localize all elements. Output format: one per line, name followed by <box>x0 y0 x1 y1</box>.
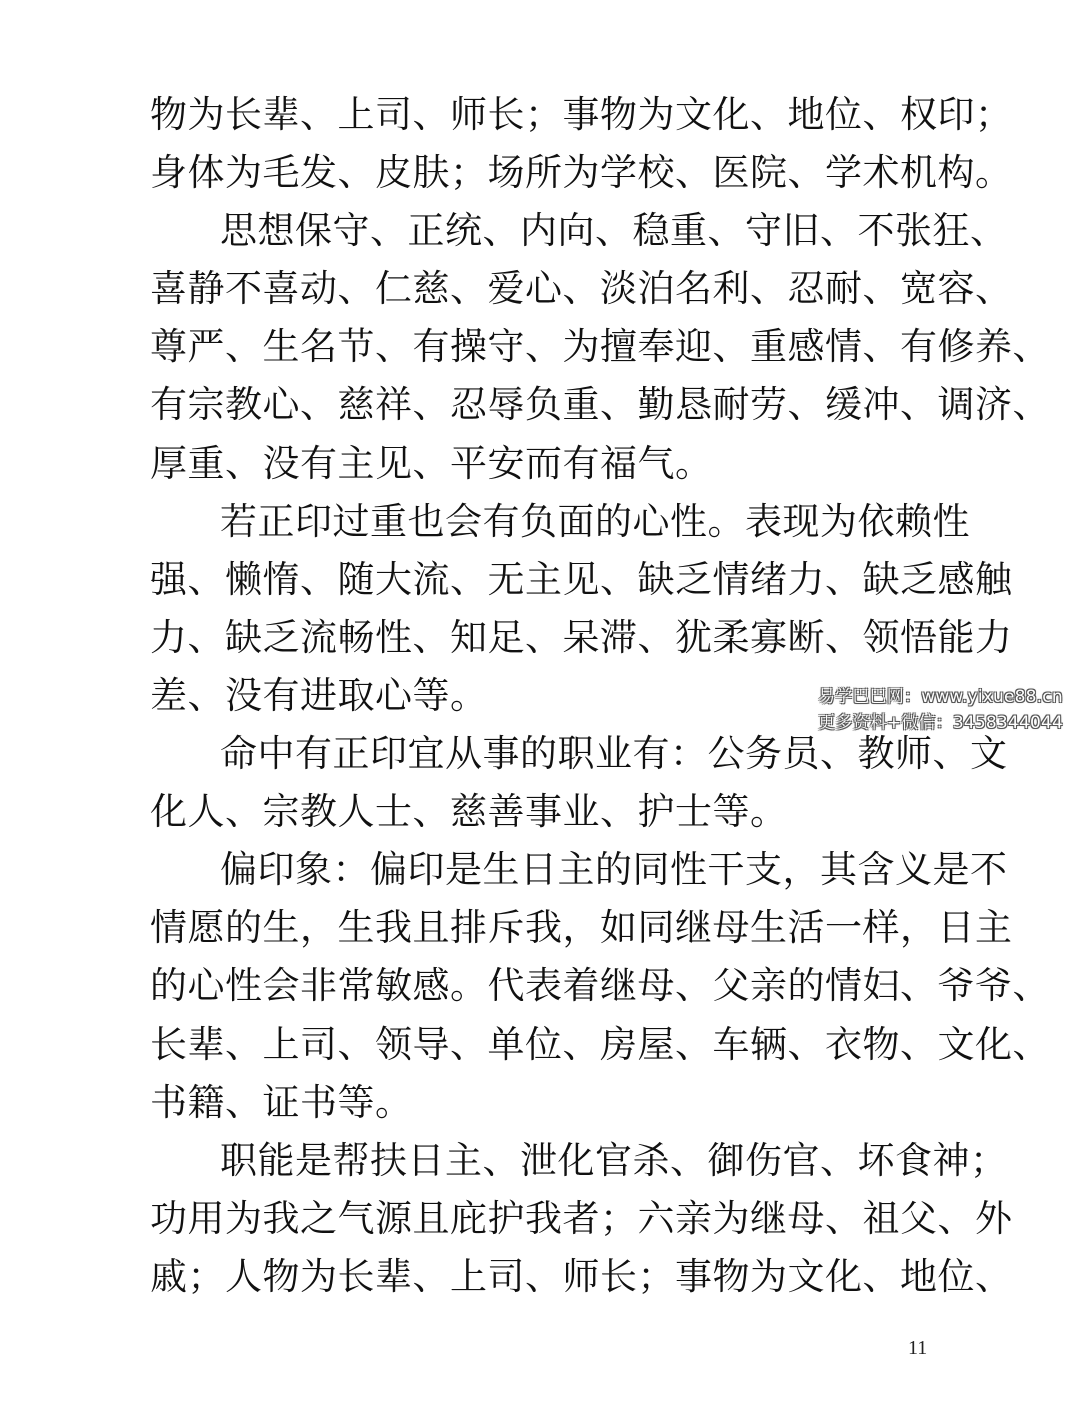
text-line: 尊严、生名节、有操守、为擅奉迎、重感情、有修养、 <box>150 325 1050 369</box>
text-line: 若正印过重也会有负面的心性。表现为依赖性 <box>220 499 970 543</box>
text-line: 思想保守、正统、内向、稳重、守旧、不张狂、 <box>220 209 1008 253</box>
text-line: 戚；人物为长辈、上司、师长；事物为文化、地位、 <box>150 1254 1013 1298</box>
text-line: 力、缺乏流畅性、知足、呆滞、犹柔寡断、领悟能力 <box>150 615 1013 659</box>
page-number: 11 <box>908 1337 928 1359</box>
watermark-site-line: 易学巴巴网：www.yixue88.cn <box>818 687 1063 707</box>
text-line: 厚重、没有主见、平安而有福气。 <box>150 441 713 485</box>
text-line: 功用为我之气源且庇护我者；六亲为继母、祖父、外 <box>150 1196 1013 1240</box>
text-line: 命中有正印宜从事的职业有：公务员、教师、文 <box>220 732 1008 776</box>
text-line: 长辈、上司、领导、单位、房屋、车辆、衣物、文化、 <box>150 1022 1050 1066</box>
text-line: 化人、宗教人士、慈善事业、护士等。 <box>150 790 788 834</box>
text-line: 情愿的生，生我且排斥我，如同继母生活一样，日主 <box>150 906 1013 950</box>
text-line: 物为长辈、上司、师长；事物为文化、地位、权印； <box>150 93 1013 136</box>
text-line: 身体为毛发、皮肤；场所为学校、医院、学术机构。 <box>150 151 1013 195</box>
text-line: 有宗教心、慈祥、忍辱负重、勤恳耐劳、缓冲、调济、 <box>150 383 1050 427</box>
text-line: 职能是帮扶日主、泄化官杀、御伤官、坏食神； <box>220 1138 1008 1182</box>
text-line: 的心性会非常敏感。代表着继母、父亲的情妇、爷爷、 <box>150 964 1050 1008</box>
text-line: 差、没有进取心等。 <box>150 673 488 717</box>
watermark-contact-line: 更多资料+微信：3458344044 <box>818 713 1064 733</box>
text-line: 偏印象：偏印是生日主的同性干支，其含义是不 <box>220 848 1008 892</box>
text-line: 喜静不喜动、仁慈、爱心、淡泊名利、忍耐、宽容、 <box>150 267 1013 311</box>
text-line: 强、懒惰、随大流、无主见、缺乏情绪力、缺乏感触 <box>150 557 1013 601</box>
text-line: 书籍、证书等。 <box>150 1080 413 1124</box>
watermark <box>818 684 1066 736</box>
